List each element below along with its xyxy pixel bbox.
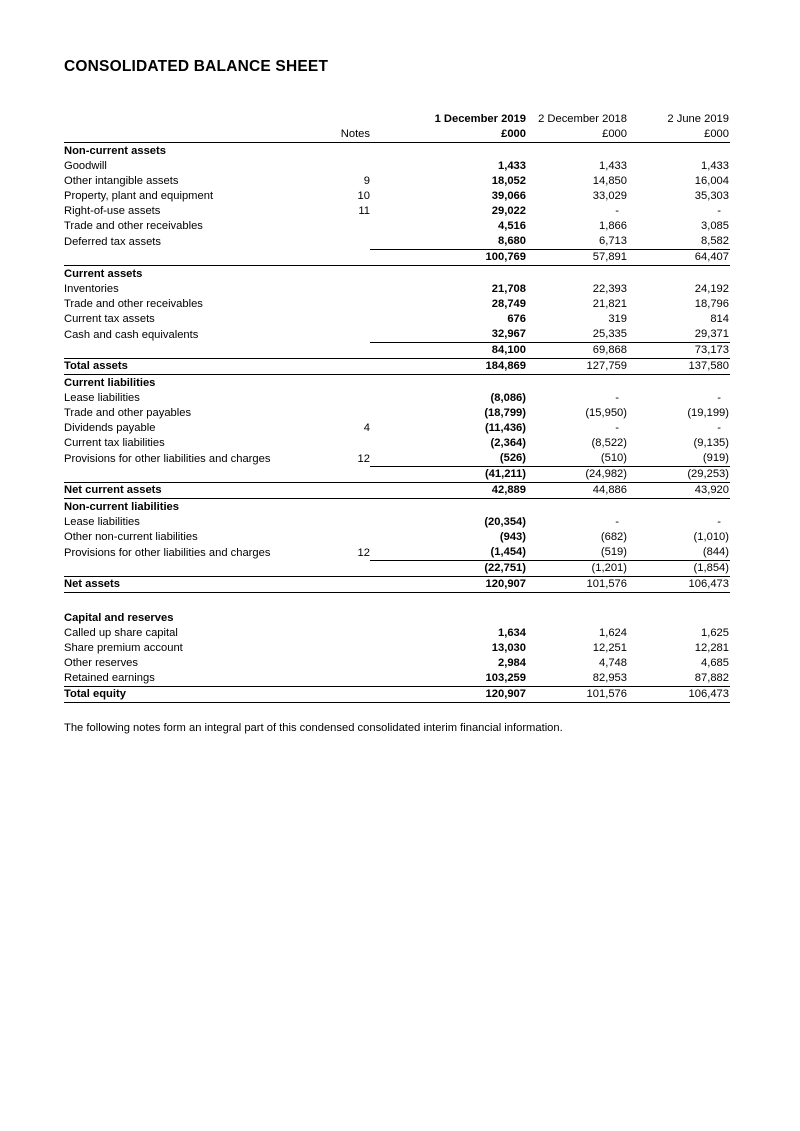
row-value-col3: - [717, 205, 721, 217]
row-label: Lease liabilities [64, 516, 140, 528]
subtotal-label [64, 467, 340, 483]
table-row [64, 406, 730, 421]
row-value-col2: - [615, 516, 619, 528]
spacer-cell [628, 593, 730, 611]
table-row [64, 282, 730, 297]
row-value-col1: 28,749 [491, 298, 526, 310]
row-label: Trade and other receivables [64, 298, 203, 310]
table-row [64, 297, 730, 312]
section-heading-pad [370, 266, 426, 283]
row-pad [370, 436, 426, 451]
total-label: Net current assets [64, 483, 340, 499]
section-heading-v2 [526, 499, 628, 516]
subtotal-row-non-current-liabilities [64, 561, 730, 577]
balance-sheet-table [64, 112, 730, 703]
row-value-col1: 29,022 [491, 205, 526, 217]
row-pad [370, 656, 426, 671]
total-value-col3: 43,920 [628, 483, 730, 499]
row-note [340, 312, 370, 327]
subtotal-pad [370, 561, 426, 577]
row-value-col2: (682) [600, 531, 627, 543]
row-value-col1: 1,433 [498, 160, 526, 172]
table-row [64, 234, 730, 250]
row-pad [370, 282, 426, 297]
total-row-net-assets [64, 577, 730, 593]
row-value-col3: 12,281 [694, 642, 729, 654]
header-unit-col2: £000 [526, 127, 628, 143]
row-note [340, 641, 370, 656]
section-heading-v3 [628, 375, 730, 392]
row-note [340, 282, 370, 297]
section-heading-label: Non-current liabilities [64, 501, 179, 513]
subtotal-value-col1: 84,100 [426, 343, 526, 359]
table-row [64, 219, 730, 234]
row-value-col2: 22,393 [592, 283, 627, 295]
subtotal-value-col1: (41,211) [426, 467, 526, 483]
section-heading-v1 [426, 375, 526, 392]
row-note: 10 [357, 190, 370, 202]
row-value-col3: (9,135) [693, 437, 729, 449]
row-note [340, 436, 370, 451]
subtotal-note [340, 250, 370, 266]
subtotal-value-col3: (29,253) [628, 467, 730, 483]
row-pad [370, 671, 426, 687]
subtotal-value-col2: (1,201) [526, 561, 628, 577]
row-note [340, 626, 370, 641]
table-row [64, 626, 730, 641]
row-pad [370, 626, 426, 641]
total-note [340, 359, 370, 375]
header-date-col2: 2 December 2018 [538, 113, 627, 125]
row-value-col2: 82,953 [526, 671, 628, 687]
row-note: 9 [363, 175, 370, 187]
page-title: CONSOLIDATED BALANCE SHEET [64, 58, 329, 75]
row-value-col1: 32,967 [426, 327, 526, 343]
row-label: Share premium account [64, 642, 183, 654]
table-row [64, 189, 730, 204]
row-note: 4 [363, 422, 370, 434]
subtotal-note [340, 561, 370, 577]
row-value-col1: 1,634 [498, 627, 526, 639]
balance-sheet-table-wrapper [64, 112, 730, 703]
row-label: Inventories [64, 283, 119, 295]
section-heading-pad [370, 499, 426, 516]
spacer-cell [64, 593, 340, 611]
row-value-col1: 39,066 [491, 190, 526, 202]
row-value-col1: (2,364) [490, 437, 526, 449]
table-row [64, 671, 730, 687]
row-value-col1: (8,086) [490, 392, 526, 404]
header-date-col1: 1 December 2019 [434, 113, 526, 125]
row-value-col1: (526) [426, 451, 526, 467]
row-value-col1: (18,799) [484, 407, 526, 419]
row-pad [370, 545, 426, 561]
total-value-col1: 42,889 [426, 483, 526, 499]
total-pad [370, 577, 426, 593]
section-heading-notes [340, 375, 370, 392]
row-label: Trade and other payables [64, 407, 192, 419]
subtotal-value-col3: 73,173 [628, 343, 730, 359]
row-value-col3: - [717, 422, 721, 434]
subtotal-value-col3: 64,407 [628, 250, 730, 266]
total-row-total-assets [64, 359, 730, 375]
header-pad [370, 112, 426, 127]
row-value-col2: (510) [526, 451, 628, 467]
row-note [340, 327, 370, 343]
row-value-col1: 18,052 [491, 175, 526, 187]
row-pad [370, 219, 426, 234]
row-note: 12 [357, 452, 370, 465]
section-heading-v3 [628, 143, 730, 160]
section-heading-label: Current liabilities [64, 377, 156, 389]
row-pad [370, 189, 426, 204]
row-pad [370, 297, 426, 312]
row-value-col2: - [615, 205, 619, 217]
row-value-col3: 29,371 [628, 327, 730, 343]
row-value-col1: 2,984 [498, 657, 526, 669]
section-heading-label: Current assets [64, 268, 143, 280]
subtotal-row-current-liabilities [64, 467, 730, 483]
subtotal-row-current-assets [64, 343, 730, 359]
total-value-col2: 101,576 [526, 687, 628, 703]
row-value-col2: 14,850 [592, 175, 627, 187]
row-value-col3: 3,085 [701, 220, 729, 232]
row-label: Called up share capital [64, 627, 178, 639]
row-value-col3: - [717, 392, 721, 404]
section-heading-non-current-liabilities [64, 499, 730, 516]
total-label: Net assets [64, 577, 340, 593]
row-note [340, 391, 370, 406]
subtotal-row-non-current-assets [64, 250, 730, 266]
row-value-col1: (943) [499, 531, 526, 543]
row-value-col3: (19,199) [687, 407, 729, 419]
subtotal-pad [370, 467, 426, 483]
subtotal-pad [370, 250, 426, 266]
row-pad [370, 406, 426, 421]
row-value-col3: 4,685 [701, 657, 729, 669]
row-value-col3: - [717, 516, 721, 528]
table-row [64, 451, 730, 467]
row-value-col3: 24,192 [694, 283, 729, 295]
total-pad [370, 483, 426, 499]
total-note [340, 577, 370, 593]
row-value-col1: 21,708 [491, 283, 526, 295]
row-note: 12 [357, 546, 370, 559]
spacer-cell [340, 593, 370, 611]
total-note [340, 483, 370, 499]
row-note [340, 406, 370, 421]
total-value-col3: 106,473 [628, 687, 730, 703]
row-label: Other reserves [64, 657, 138, 669]
total-value-col3: 137,580 [628, 359, 730, 375]
row-label: Current tax assets [64, 313, 155, 325]
section-spacer [64, 593, 730, 611]
section-heading-label: Non-current assets [64, 145, 166, 157]
table-row [64, 515, 730, 530]
total-label: Total assets [64, 359, 340, 375]
row-pad [370, 451, 426, 467]
row-pad [370, 530, 426, 545]
subtotal-note [340, 467, 370, 483]
total-value-col2: 44,886 [526, 483, 628, 499]
table-row [64, 204, 730, 219]
row-value-col2: 12,251 [592, 642, 627, 654]
row-pad [370, 515, 426, 530]
row-label: Lease liabilities [64, 392, 140, 404]
section-heading-non-current-assets [64, 143, 730, 160]
section-heading-v3 [628, 266, 730, 283]
header-row-units [64, 127, 730, 143]
total-value-col1: 120,907 [426, 577, 526, 593]
row-label: Trade and other receivables [64, 220, 203, 232]
section-heading-v1 [426, 499, 526, 516]
row-value-col2: 4,748 [599, 657, 627, 669]
row-pad [370, 641, 426, 656]
section-heading-current-assets [64, 266, 730, 283]
spacer-cell [426, 593, 526, 611]
section-heading-v1 [426, 143, 526, 160]
row-value-col2: 6,713 [526, 234, 628, 250]
subtotal-label [64, 250, 340, 266]
header-blank [64, 112, 340, 127]
total-note [340, 687, 370, 703]
row-value-col2: 25,335 [526, 327, 628, 343]
row-value-col1: 4,516 [498, 220, 526, 232]
subtotal-value-col3: (1,854) [628, 561, 730, 577]
section-heading-v2 [526, 143, 628, 160]
row-pad [370, 159, 426, 174]
total-pad [370, 687, 426, 703]
header-pad-2 [370, 127, 426, 143]
subtotal-label [64, 561, 340, 577]
row-pad [370, 312, 426, 327]
row-value-col1: (1,454) [426, 545, 526, 561]
table-row [64, 159, 730, 174]
header-unit-col1: £000 [426, 127, 526, 143]
table-row [64, 312, 730, 327]
row-label: Right-of-use assets [64, 205, 161, 217]
table-row [64, 174, 730, 189]
row-label: Property, plant and equipment [64, 190, 214, 202]
row-value-col3: 814 [710, 313, 729, 325]
row-value-col2: (519) [526, 545, 628, 561]
total-value-col1: 184,869 [426, 359, 526, 375]
row-value-col3: 1,625 [701, 627, 729, 639]
row-value-col3: 87,882 [628, 671, 730, 687]
row-value-col1: 676 [507, 313, 526, 325]
header-notes-label: Notes [340, 127, 370, 143]
row-note [340, 219, 370, 234]
header-notes-blank [340, 112, 370, 127]
row-pad [370, 421, 426, 436]
section-heading-v1 [426, 610, 526, 626]
row-value-col1: 103,259 [426, 671, 526, 687]
section-heading-capital-and-reserves [64, 610, 730, 626]
subtotal-value-col2: (24,982) [526, 467, 628, 483]
total-value-col3: 106,473 [628, 577, 730, 593]
section-heading-notes [340, 266, 370, 283]
row-label: Retained earnings [64, 671, 340, 687]
header-blank-2 [64, 127, 340, 143]
row-value-col2: - [615, 422, 619, 434]
subtotal-value-col1: (22,751) [426, 561, 526, 577]
total-row-total-equity [64, 687, 730, 703]
row-note: 11 [358, 205, 370, 217]
row-value-col2: 1,866 [599, 220, 627, 232]
row-value-col2: 1,433 [599, 160, 627, 172]
row-note [340, 297, 370, 312]
total-value-col2: 101,576 [526, 577, 628, 593]
spacer-cell [370, 593, 426, 611]
section-heading-pad [370, 610, 426, 626]
header-row-dates [64, 112, 730, 127]
total-value-col1: 120,907 [426, 687, 526, 703]
row-label: Dividends payable [64, 422, 156, 434]
row-value-col3: (1,010) [693, 531, 729, 543]
subtotal-value-col1: 100,769 [426, 250, 526, 266]
row-label: Goodwill [64, 160, 107, 172]
header-date-col3: 2 June 2019 [667, 113, 729, 125]
row-value-col2: 33,029 [592, 190, 627, 202]
table-row [64, 641, 730, 656]
section-heading-v2 [526, 375, 628, 392]
section-heading-current-liabilities [64, 375, 730, 392]
row-pad [370, 174, 426, 189]
section-heading-v2 [526, 610, 628, 626]
total-label: Total equity [64, 687, 340, 703]
row-label: Provisions for other liabilities and charges [64, 546, 271, 559]
table-row [64, 436, 730, 451]
row-value-col3: (844) [628, 545, 730, 561]
row-pad [370, 204, 426, 219]
row-value-col1: 13,030 [491, 642, 526, 654]
row-note [340, 656, 370, 671]
row-value-col2: 1,624 [599, 627, 627, 639]
row-note [340, 515, 370, 530]
row-label: Provisions for other liabilities and charges [64, 452, 271, 465]
row-note [340, 234, 370, 250]
row-value-col3: 35,303 [694, 190, 729, 202]
row-value-col3: 18,796 [694, 298, 729, 310]
table-row [64, 421, 730, 436]
header-unit-col3: £000 [628, 127, 730, 143]
section-heading-v3 [628, 610, 730, 626]
subtotal-value-col2: 69,868 [526, 343, 628, 359]
row-note [340, 530, 370, 545]
section-heading-notes [340, 610, 370, 626]
table-row [64, 545, 730, 561]
footnote-text: The following notes form an integral part of this condensed consolidated interim financial information. [64, 722, 563, 734]
row-value-col3: (919) [628, 451, 730, 467]
row-label: Deferred tax assets [64, 235, 162, 248]
row-pad [370, 391, 426, 406]
section-heading-pad [370, 375, 426, 392]
subtotal-label [64, 343, 340, 359]
subtotal-value-col2: 57,891 [526, 250, 628, 266]
row-label: Current tax liabilities [64, 437, 165, 449]
section-heading-v1 [426, 266, 526, 283]
row-pad [370, 327, 426, 343]
section-heading-notes [340, 143, 370, 160]
table-row [64, 530, 730, 545]
spacer-cell [526, 593, 628, 611]
row-value-col3: 1,433 [701, 160, 729, 172]
subtotal-pad [370, 343, 426, 359]
section-heading-v2 [526, 266, 628, 283]
total-pad [370, 359, 426, 375]
total-value-col2: 127,759 [526, 359, 628, 375]
total-row-net-current-assets [64, 483, 730, 499]
row-label: Cash and cash equivalents [64, 328, 199, 341]
section-heading-pad [370, 143, 426, 160]
row-value-col2: 21,821 [592, 298, 627, 310]
table-row [64, 656, 730, 671]
row-value-col1: (11,436) [484, 422, 526, 434]
section-heading-v3 [628, 499, 730, 516]
row-value-col3: 16,004 [694, 175, 729, 187]
subtotal-note [340, 343, 370, 359]
row-note [340, 159, 370, 174]
row-value-col1: (20,354) [484, 516, 526, 528]
row-label: Other non-current liabilities [64, 531, 198, 543]
row-value-col2: (15,950) [585, 407, 627, 419]
row-value-col2: 319 [608, 313, 627, 325]
row-value-col3: 8,582 [628, 234, 730, 250]
row-pad [370, 234, 426, 250]
section-heading-notes [340, 499, 370, 516]
row-note [340, 671, 370, 687]
row-label: Other intangible assets [64, 175, 179, 187]
section-heading-label: Capital and reserves [64, 612, 174, 624]
row-value-col2: (8,522) [591, 437, 627, 449]
table-row [64, 391, 730, 406]
table-row [64, 327, 730, 343]
row-value-col2: - [615, 392, 619, 404]
row-value-col1: 8,680 [426, 234, 526, 250]
